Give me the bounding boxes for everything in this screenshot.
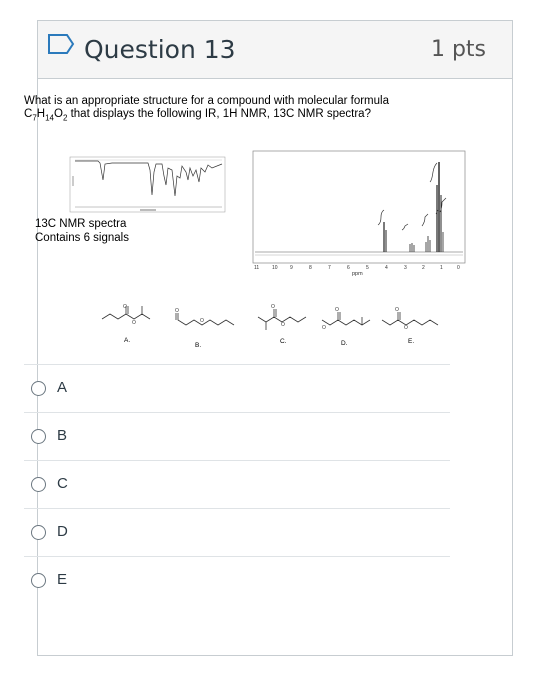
answer-option-d[interactable] xyxy=(24,508,450,556)
radio-button[interactable] xyxy=(31,477,46,492)
tick-label: 11 xyxy=(254,265,260,271)
answer-label[interactable]: B xyxy=(57,427,68,444)
question-header xyxy=(38,21,512,79)
question-text-line2: $C_7H_{14}O_2$ that displays the following IR, 1H NMR, 13C NMR spectra? xyxy=(24,108,371,123)
bookmark-flag-icon[interactable] xyxy=(47,33,75,55)
svg-text:O: O xyxy=(175,308,179,314)
svg-text:O: O xyxy=(395,307,399,313)
svg-text:O: O xyxy=(271,304,275,310)
svg-text:O: O xyxy=(322,325,326,331)
answer-label[interactable]: C xyxy=(57,475,68,492)
tick-label: 0 xyxy=(457,265,460,271)
tick-label: 6 xyxy=(347,265,350,271)
structure-label-d: D. xyxy=(341,340,348,347)
h-nmr-axis-label: ppm xyxy=(352,271,363,277)
radio-button[interactable] xyxy=(31,525,46,540)
question-text xyxy=(24,95,444,124)
c13-nmr-note-line2: Contains 6 signals xyxy=(35,232,129,244)
structure-label-c: C. xyxy=(280,338,287,345)
tick-label: 8 xyxy=(309,265,312,271)
answer-label[interactable]: A xyxy=(57,379,68,396)
answer-list xyxy=(24,364,450,604)
answer-label[interactable]: E xyxy=(57,571,68,588)
tick-label: 2 xyxy=(422,265,425,271)
tick-label: 10 xyxy=(272,265,278,271)
svg-text:O: O xyxy=(200,318,204,324)
tick-label: 9 xyxy=(290,265,293,271)
radio-button[interactable] xyxy=(31,381,46,396)
answer-option-b[interactable] xyxy=(24,412,450,460)
answer-option-a[interactable] xyxy=(24,364,450,412)
tick-label: 1 xyxy=(440,265,443,271)
tick-label: 7 xyxy=(328,265,331,271)
svg-text:O: O xyxy=(132,320,136,326)
answer-option-e[interactable] xyxy=(24,556,450,604)
tick-label: 4 xyxy=(385,265,388,271)
answer-option-c[interactable] xyxy=(24,460,450,508)
tick-label: 5 xyxy=(366,265,369,271)
svg-text:O: O xyxy=(335,307,339,313)
structure-label-e: E. xyxy=(408,338,415,345)
structure-label-b: B. xyxy=(195,342,202,349)
tick-label: 3 xyxy=(404,265,407,271)
structure-label-a: A. xyxy=(124,337,131,344)
question-title: Question 13 xyxy=(84,35,236,64)
svg-text:O: O xyxy=(281,322,285,328)
radio-button[interactable] xyxy=(31,429,46,444)
svg-text:O: O xyxy=(123,304,127,310)
answer-label[interactable]: D xyxy=(57,523,68,540)
question-points: 1 pts xyxy=(430,37,486,62)
svg-text:O: O xyxy=(404,325,408,331)
c13-nmr-note xyxy=(35,217,129,245)
radio-button[interactable] xyxy=(31,573,46,588)
c13-nmr-note-line1: 13C NMR spectra xyxy=(35,218,127,230)
question-text-line1: What is an appropriate structure for a compound with molecular formula xyxy=(24,95,389,107)
